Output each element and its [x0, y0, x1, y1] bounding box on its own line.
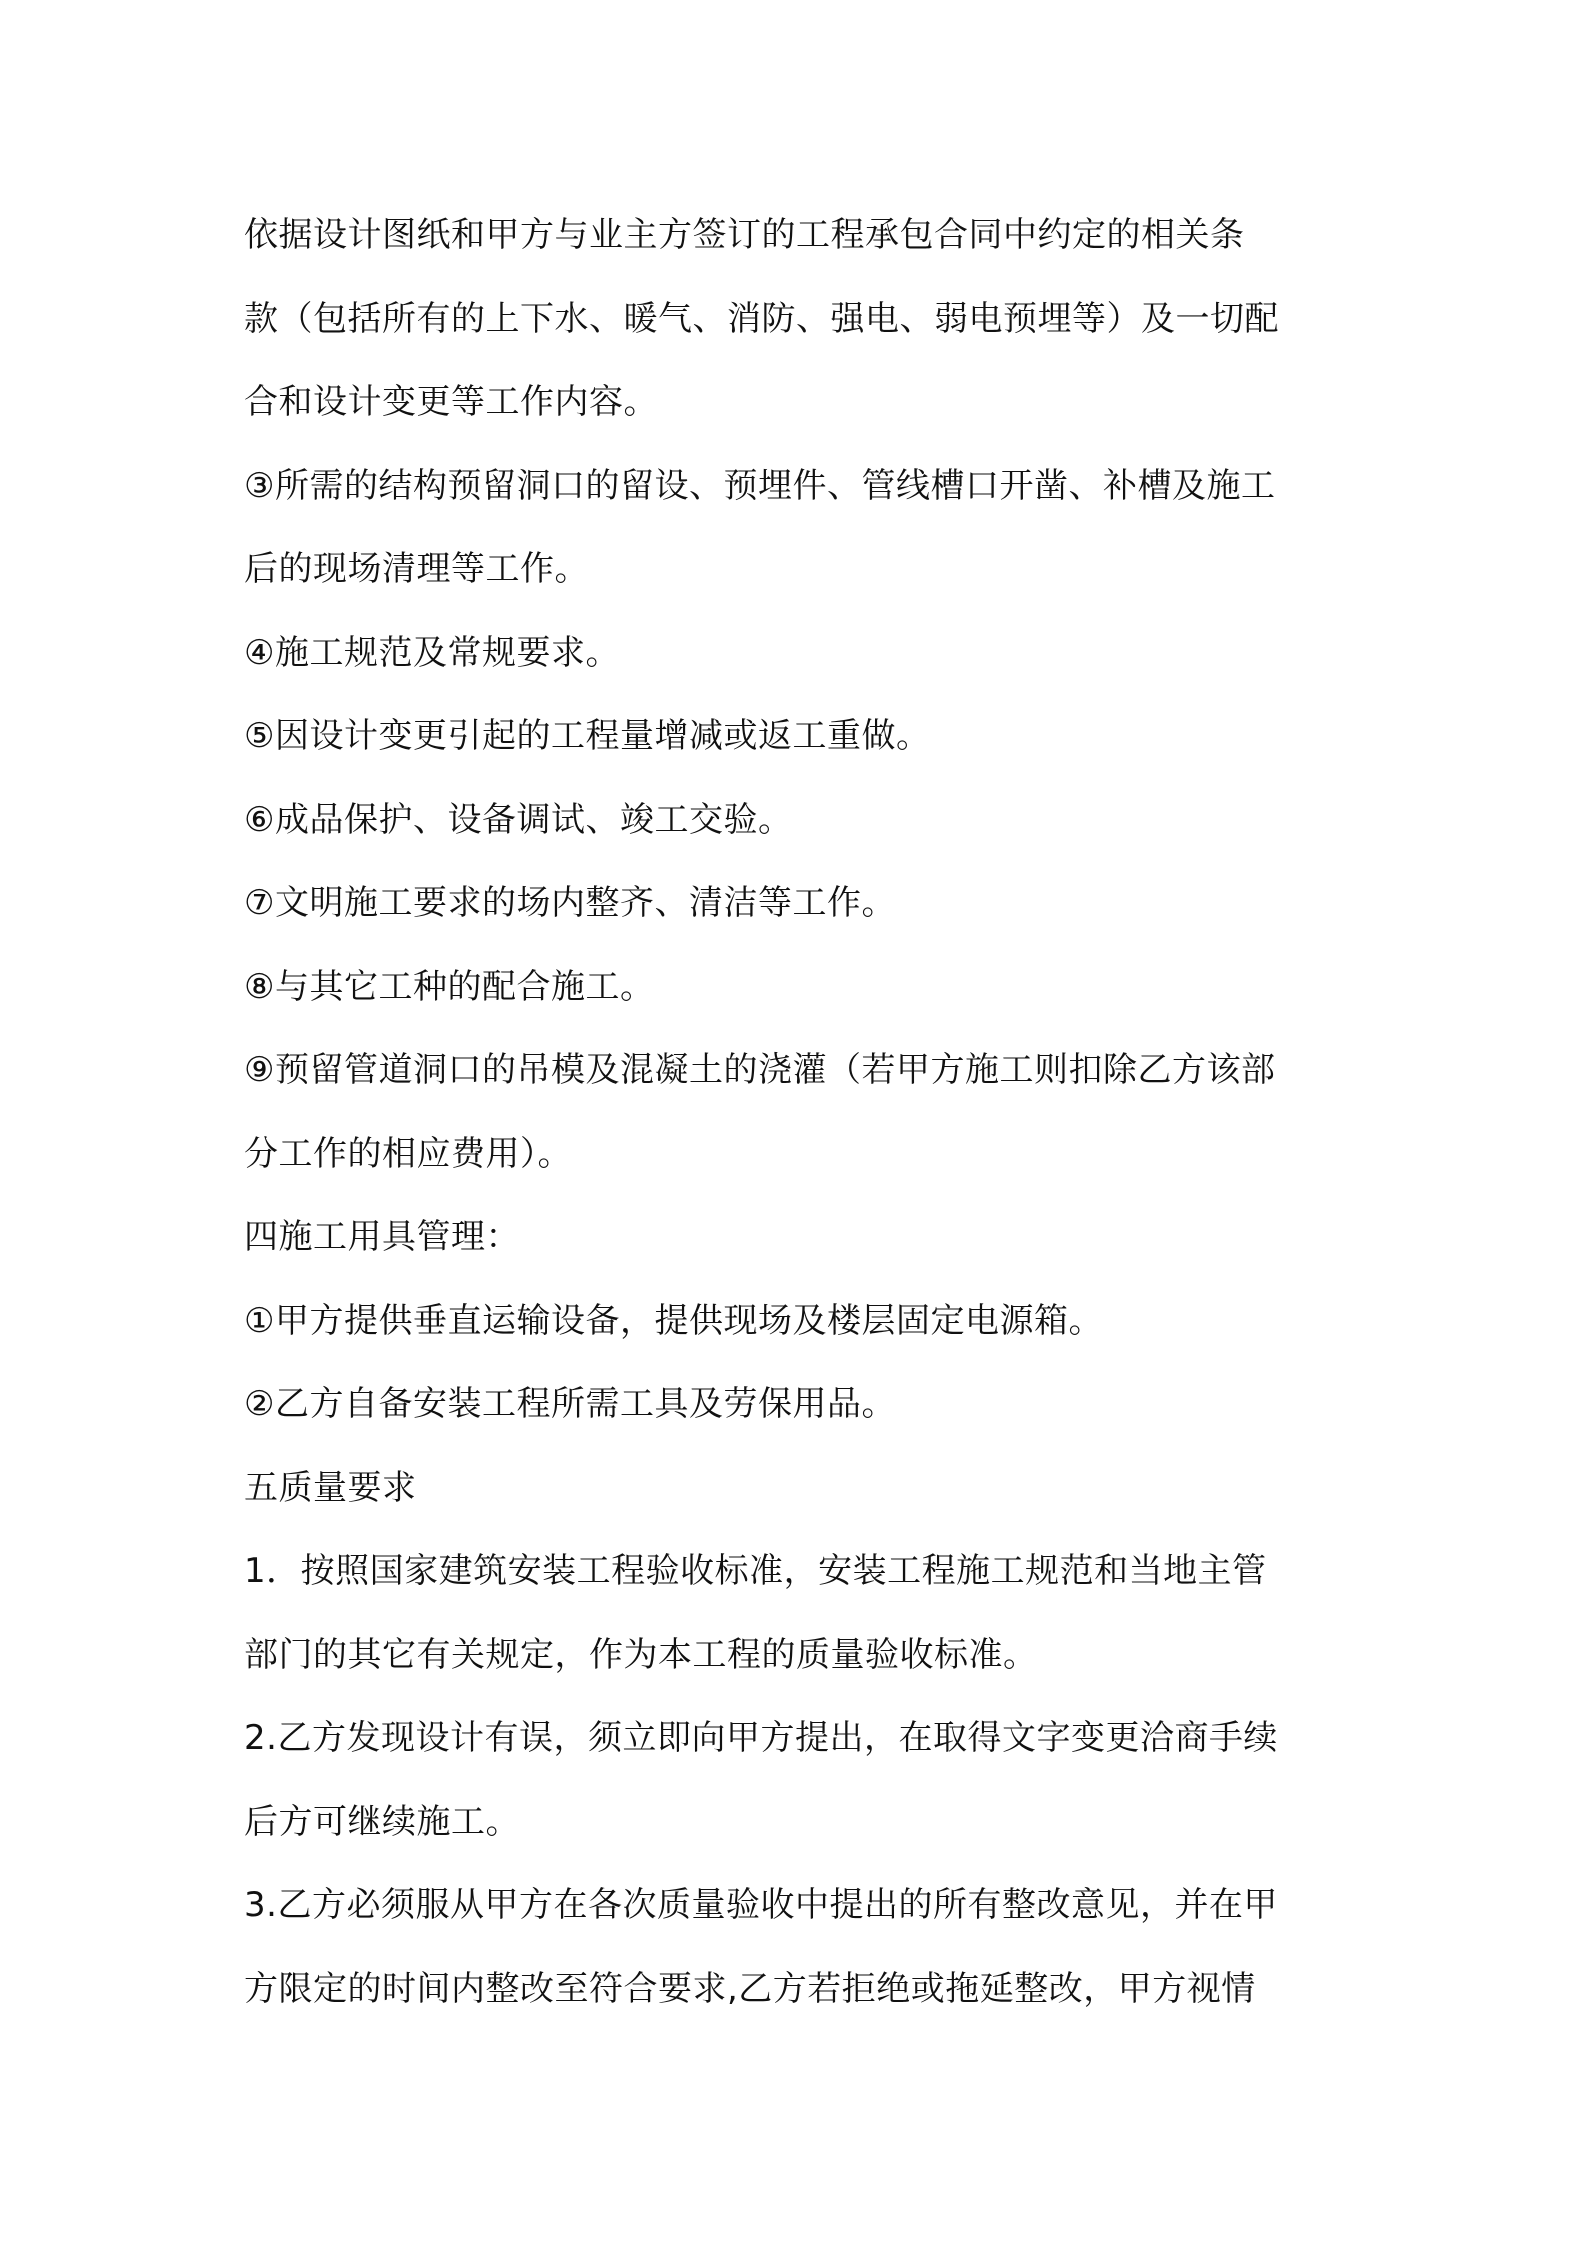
text-line: ⑤因设计变更引起的工程量增减或返工重做。 — [244, 716, 931, 756]
text-line: 部门的其它有关规定，作为本工程的质量验收标准。 — [244, 1634, 1038, 1675]
text-line: 分工作的相应费用）。 — [244, 1133, 572, 1174]
text-line: ②乙方自备安装工程所需工具及劳保用品。 — [244, 1384, 896, 1424]
text-line: 款（包括所有的上下水、暖气、消防、强电、弱电预埋等）及一切配 — [244, 298, 1279, 339]
text-line: ⑨预留管道洞口的吊模及混凝土的浇灌（若甲方施工则扣除乙方该部 — [244, 1050, 1276, 1090]
section-heading: 四施工用具管理： — [244, 1217, 520, 1257]
text-line: ④施工规范及常规要求。 — [244, 632, 620, 673]
section-heading: 五质量要求 — [244, 1467, 417, 1508]
text-line: ⑥成品保护、设备调试、竣工交验。 — [244, 799, 793, 840]
text-line: 依据设计图纸和甲方与业主方签订的工程承包合同中约定的相关条 — [244, 215, 1245, 255]
text-line: 1．按照国家建筑安装工程验收标准，安装工程施工规范和当地主管 — [244, 1551, 1267, 1591]
text-line: 方限定的时间内整改至符合要求,乙方若拒绝或拖延整改，甲方视情 — [244, 1968, 1256, 2009]
text-line: ③所需的结构预留洞口的留设、预埋件、管线槽口开凿、补槽及施工 — [244, 465, 1276, 506]
text-line: 合和设计变更等工作内容。 — [244, 382, 658, 422]
document-body — [244, 194, 1364, 2031]
text-line: ⑧与其它工种的配合施工。 — [244, 966, 655, 1007]
text-line: 后方可继续施工。 — [244, 1801, 520, 1842]
text-line: 2.乙方发现设计有误，须立即向甲方提出，在取得文字变更洽商手续 — [244, 1718, 1278, 1758]
text-line: ①甲方提供垂直运输设备，提供现场及楼层固定电源箱。 — [244, 1300, 1103, 1341]
text-line: 后的现场清理等工作。 — [244, 549, 589, 589]
text-line: 3.乙方必须服从甲方在各次质量验收中提出的所有整改意见，并在甲 — [244, 1885, 1278, 1925]
text-line: ⑦文明施工要求的场内整齐、清洁等工作。 — [244, 883, 896, 923]
